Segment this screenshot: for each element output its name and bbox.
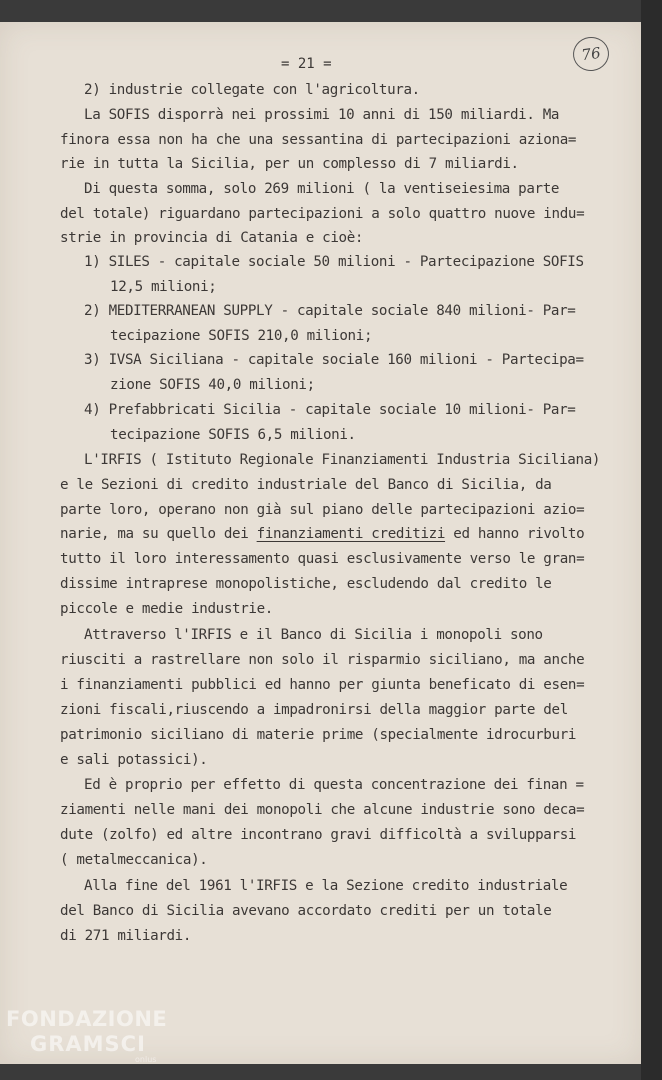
page-number: = 21 = [281,56,332,72]
underlined-phrase: finanziamenti creditizi [256,526,446,542]
text-line: zione SOFIS 40,0 milioni; [110,377,315,393]
text-line: del Banco di Sicilia avevano accordato crediti per un totale [60,903,552,919]
text-line: 12,5 milioni; [110,279,217,295]
text-line: strie in provincia di Catania e cioè: [60,230,364,246]
text-line: 2) industrie collegate con l'agricoltura. [84,82,420,98]
text-line [60,524,584,544]
folio-number: 76 [571,35,611,74]
text-line: 2) MEDITERRANEAN SUPPLY - capitale sociale 840 milioni- Par= [84,303,576,319]
text-line: i finanziamenti pubblici ed hanno per giunta beneficato di esen= [60,677,585,693]
text-fragment: narie, ma su quello dei [60,526,249,542]
watermark-onlus: onlus [135,1055,157,1064]
text-line: La SOFIS disporrà nei prossimi 10 anni di 150 miliardi. Ma [84,107,560,123]
text-line: e le Sezioni di credito industriale del Banco di Sicilia, da [60,477,552,493]
text-line: parte loro, operano non già sul piano delle partecipazioni azio= [60,502,585,518]
text-line: Ed è proprio per effetto di questa concentrazione dei finan = [84,777,584,793]
text-line: ziamenti nelle mani dei monopoli che alcune industrie sono deca= [60,802,585,818]
text-line: tutto il loro interessamento quasi esclusivamente verso le gran= [60,551,585,567]
text-line: e sali potassici). [60,752,208,768]
text-line: tecipazione SOFIS 6,5 milioni. [110,427,356,443]
watermark-gramsci: GRAMSCI [30,1032,146,1056]
text-line: riusciti a rastrellare non solo il risparmio siciliano, ma anche [60,652,585,668]
text-line: del totale) riguardano partecipazioni a solo quattro nuove indu= [60,206,585,222]
text-line: dute (zolfo) ed altre incontrano gravi difficoltà a svilupparsi [60,827,577,843]
text-line: 4) Prefabbricati Sicilia - capitale sociale 10 milioni- Par= [84,402,576,418]
text-line: rie in tutta la Sicilia, per un complesso di 7 miliardi. [60,156,519,172]
text-line: 1) SILES - capitale sociale 50 milioni - Partecipazione SOFIS [84,254,584,270]
watermark-fondazione: FONDAZIONE [6,1007,168,1031]
text-line: Attraverso l'IRFIS e il Banco di Sicilia i monopoli sono [84,627,543,643]
text-line: Alla fine del 1961 l'IRFIS e la Sezione credito industriale [84,878,568,894]
text-line: di 271 miliardi. [60,928,192,944]
text-line: L'IRFIS ( Istituto Regionale Finanziamenti Industria Siciliana) [84,452,601,468]
text-line: patrimonio siciliano di materie prime (specialmente idrocurburi [60,727,577,743]
text-line: zioni fiscali,riuscendo a impadronirsi della maggior parte del [60,702,568,718]
text-line: dissime intraprese monopolistiche, escludendo dal credito le [60,576,552,592]
page-edge [641,0,662,1080]
text-line: piccole e medie industrie. [60,601,273,617]
text-fragment: ed hanno rivolto [453,526,585,542]
text-line: ( metalmeccanica). [60,852,208,868]
text-line: tecipazione SOFIS 210,0 milioni; [110,328,373,344]
text-line: 3) IVSA Siciliana - capitale sociale 160 milioni - Partecipa= [84,352,584,368]
text-line: Di questa somma, solo 269 milioni ( la ventiseiesima parte [84,181,560,197]
text-line: finora essa non ha che una sessantina di partecipazioni aziona= [60,132,577,148]
